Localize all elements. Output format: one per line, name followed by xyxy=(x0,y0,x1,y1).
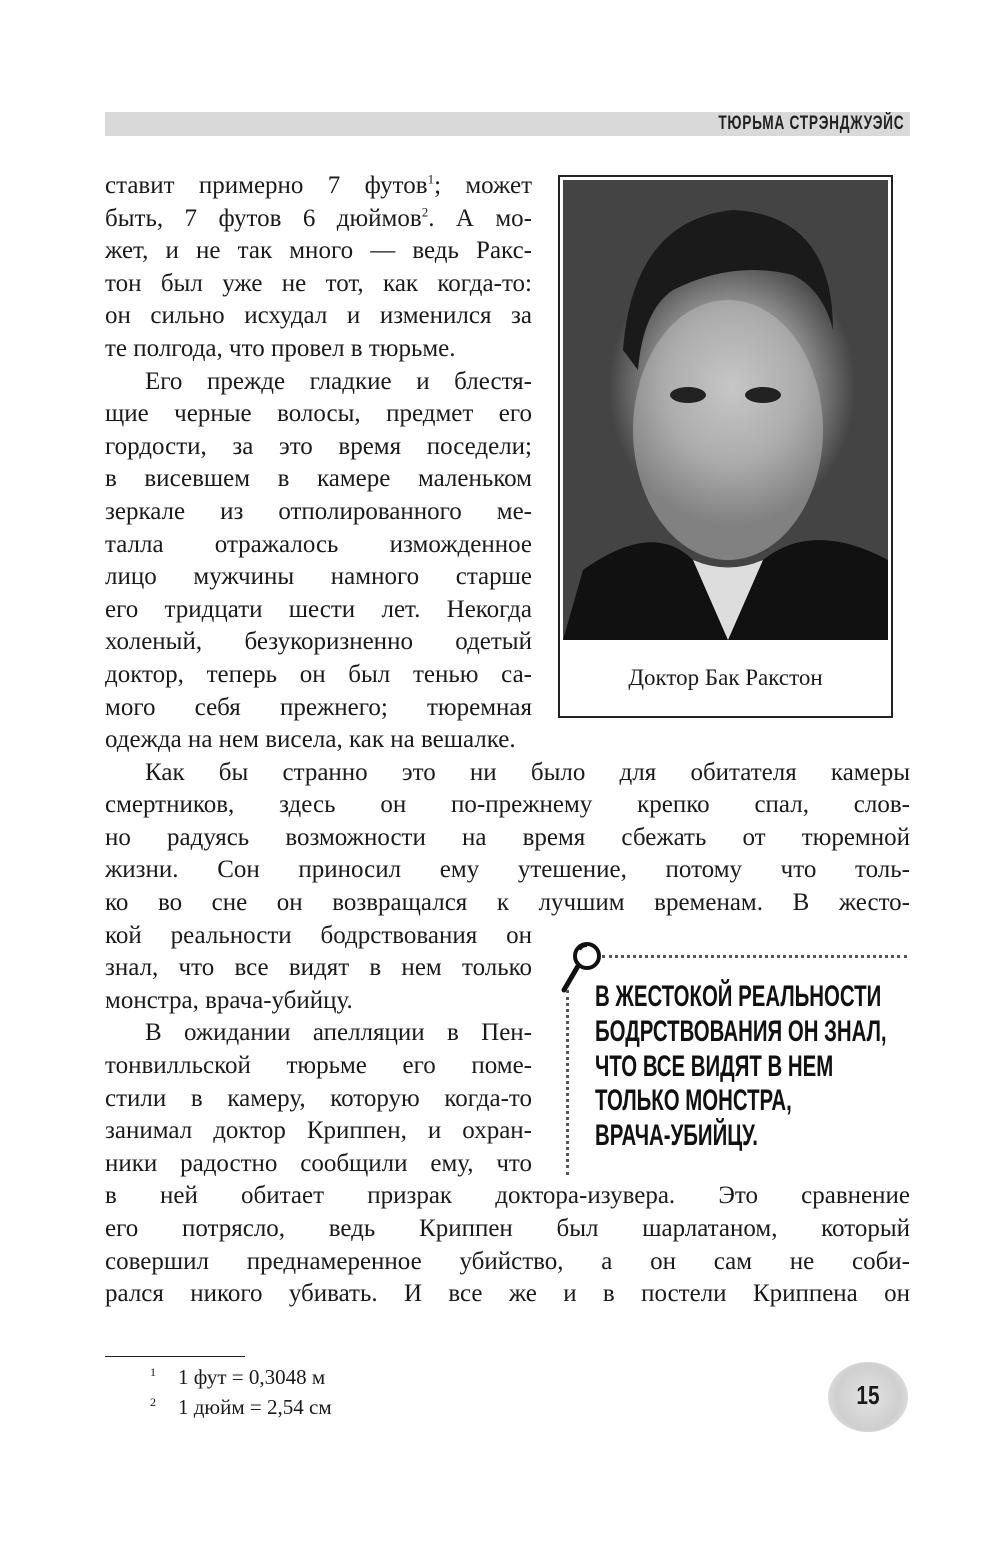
text-line: одежда на нем висела, как на вешалке. xyxy=(105,726,516,754)
text-line: зеркале из отполированного ме- xyxy=(105,497,532,525)
text-line: те полгода, что провел в тюрьме. xyxy=(105,334,456,362)
text-line: Его прежде гладкие и блестя- xyxy=(145,367,532,395)
text-line: рался никого убивать. И все же и в постели Криппена он xyxy=(105,1280,910,1308)
dotted-rule-top xyxy=(602,955,907,958)
text-line: ставит примерно 7 футов$^1$; может xyxy=(105,171,532,199)
text-line: тон был уже не тот, как когда-то: xyxy=(105,269,532,297)
text-line: лицо мужчины намного старше xyxy=(105,563,532,591)
footnote-mark: 2 xyxy=(150,1395,156,1409)
text-line: мого себя прежнего; тюремная xyxy=(105,693,532,721)
footnote-ref: 2 xyxy=(421,204,429,220)
page-number-badge xyxy=(828,1362,908,1432)
text-line: кой реальности бодрствования он xyxy=(105,921,532,949)
running-header xyxy=(105,112,910,136)
text-line: доктор, теперь он был тенью са- xyxy=(105,660,532,688)
portrait-photo xyxy=(563,180,888,640)
text-line: смертников, здесь он по-прежнему крепко спал, слов- xyxy=(105,791,910,819)
text-line: талла отражалось изможденное xyxy=(105,530,532,558)
footnote-ref: 1 xyxy=(427,171,435,187)
text-line: совершил преднамеренное убийство, а он сам не соби- xyxy=(105,1247,910,1275)
dotted-rule-left xyxy=(566,990,569,1175)
text-line: его тридцати шести лет. Некогда xyxy=(105,595,532,623)
footnote-text: 1 дюйм = 2,54 см xyxy=(178,1395,332,1419)
footnote-text: 1 фут = 0,3048 м xyxy=(178,1365,326,1389)
pull-quote-line: ВРАЧА-УБИЙЦУ. xyxy=(595,1119,758,1153)
text-line: жизни. Сон приносил ему утешение, потому что толь- xyxy=(105,856,910,884)
text-line: быть, 7 футов 6 дюймов$^2$. А мо- xyxy=(105,204,532,232)
footnote-1 xyxy=(150,1364,325,1390)
pull-quote-line: В ЖЕСТОКОЙ РЕАЛЬНОСТИ xyxy=(595,980,882,1013)
text-line: в висевшем в камере маленьком xyxy=(105,465,532,493)
photo-caption: Доктор Бак Ракстон xyxy=(628,665,823,690)
footnote-mark: 1 xyxy=(150,1365,156,1379)
text-line: В ожидании апелляции в Пен- xyxy=(145,1019,532,1047)
text-line: стили в камеру, которую когда-то xyxy=(105,1084,532,1112)
text-line: ко во сне он возвращался к лучшим временам. В жесто- xyxy=(105,889,910,917)
text-line: но радуясь возможности на время сбежать от тюремной xyxy=(105,823,910,851)
text-line: его потрясло, ведь Криппен был шарлатаном, который xyxy=(105,1215,910,1242)
text-line: ники радостно сообщили ему, что xyxy=(105,1149,532,1177)
pull-quote-line: ТОЛЬКО МОНСТРА, xyxy=(595,1084,792,1118)
pull-quote-line: ЧТО ВСЕ ВИДЯТ В НЕМ xyxy=(595,1049,834,1083)
text-line: Как бы странно это ни было для обитателя камеры xyxy=(145,758,910,786)
text-line: знал, что все видят в нем только xyxy=(105,954,532,982)
text-line: холеный, безукоризненно одетый xyxy=(105,628,532,656)
page-number: 15 xyxy=(856,1380,880,1410)
text-line: щие черные волосы, предмет его xyxy=(105,400,532,428)
text-line: жет, и не так много — ведь Ракс- xyxy=(105,237,532,265)
text-line: монстра, врача-убийцу. xyxy=(105,986,353,1014)
pull-quote-line: БОДРСТВОВАНИЯ ОН ЗНАЛ, xyxy=(595,1014,887,1048)
text-line: тонвилльской тюрьме его поме- xyxy=(105,1052,532,1080)
footnote-2 xyxy=(150,1394,332,1420)
text-line: занимал доктор Криппен, и охран- xyxy=(105,1117,532,1145)
text-line: он сильно исхудал и изменился за xyxy=(105,302,532,330)
running-title: ТЮРЬМА СТРЭНДЖУЭЙС xyxy=(718,113,904,134)
text-line: в ней обитает призрак доктора-изувера. Это сравнение xyxy=(105,1182,910,1210)
footnote-separator xyxy=(105,1356,245,1357)
photo-figure xyxy=(558,175,893,718)
pull-quote xyxy=(560,940,910,1180)
text-line: гордости, за это время поседели; xyxy=(105,432,532,460)
pull-quote-text xyxy=(595,980,887,1154)
